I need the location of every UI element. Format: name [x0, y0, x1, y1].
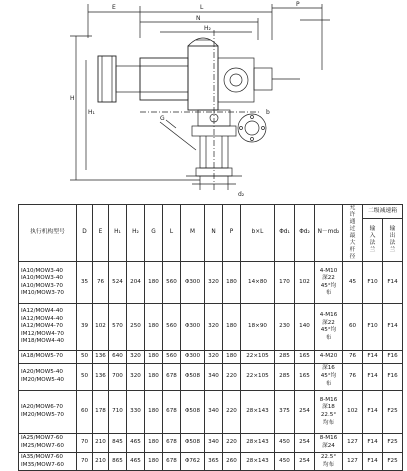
cell-output-flange: F25 [383, 434, 403, 453]
cell-M: Φ508 [181, 434, 205, 453]
cell-N: 340 [205, 363, 223, 390]
cell-bxL: 18×90 [241, 303, 275, 351]
cell-L: 678 [163, 363, 181, 390]
cell-G: 180 [145, 262, 163, 303]
label-H1: H₁ [88, 109, 95, 116]
cell-bxL: 28×143 [241, 452, 275, 471]
cell-max-dia: 76 [343, 351, 363, 363]
header-N: N [205, 205, 223, 262]
cell-output-flange: F16 [383, 351, 403, 363]
cell-Nmd: 4-M20 [315, 351, 343, 363]
cell-E: 102 [93, 303, 109, 351]
label-E: E [112, 4, 116, 11]
cell-E: 178 [93, 390, 109, 433]
label-P: P [296, 1, 300, 8]
header-output-flange [383, 219, 403, 262]
cell-phi-d1: 375 [275, 390, 295, 433]
cell-N: 365 [205, 452, 223, 471]
cell-L: 678 [163, 390, 181, 433]
header-H1: H₁ [109, 205, 127, 262]
cell-Nmd: 22.5° 均布 [315, 452, 343, 471]
header-output-flange-text: 输出法兰 [389, 226, 396, 253]
cell-D: 35 [77, 262, 93, 303]
header-max-dia [343, 205, 363, 262]
cell-models: IA10/MOW3-40 IA10/MOW3-40 IA10/MOW3-70 IM10/MOW3-70 [19, 262, 77, 303]
cell-output-flange: F14 [383, 262, 403, 303]
header-D: D [77, 205, 93, 262]
cell-M: Φ300 [181, 262, 205, 303]
cell-P: 220 [223, 390, 241, 433]
cell-H1: 700 [109, 363, 127, 390]
cell-H1: 640 [109, 351, 127, 363]
cell-P: 180 [223, 351, 241, 363]
cell-output-flange: F16 [383, 363, 403, 390]
spec-table [18, 204, 403, 471]
cell-L: 678 [163, 434, 181, 453]
cell-input-flange: F14 [363, 390, 383, 433]
cell-H1: 710 [109, 390, 127, 433]
cell-models: IA18/MOW5-70 [19, 351, 77, 363]
cell-P: 180 [223, 262, 241, 303]
cell-E: 210 [93, 452, 109, 471]
cell-phi-d2: 102 [295, 262, 315, 303]
cell-E: 136 [93, 351, 109, 363]
actuator-drawing [0, 0, 407, 200]
cell-N: 320 [205, 303, 223, 351]
cell-E: 76 [93, 262, 109, 303]
cell-M: Φ508 [181, 363, 205, 390]
cell-bxL: 22×105 [241, 363, 275, 390]
label-b: b [266, 109, 270, 116]
cell-phi-d1: 230 [275, 303, 295, 351]
cell-phi-d2: 254 [295, 390, 315, 433]
header-phi-d1: Φd₁ [275, 205, 295, 262]
label-H: H [70, 95, 75, 102]
cell-phi-d1: 450 [275, 452, 295, 471]
cell-G: 180 [145, 363, 163, 390]
header-input-flange-text: 输入法兰 [369, 226, 376, 253]
label-L: L [200, 4, 204, 11]
cell-input-flange: F14 [363, 452, 383, 471]
cell-L: 560 [163, 303, 181, 351]
header-M: M [181, 205, 205, 262]
label-N: N [196, 15, 201, 22]
cell-N: 320 [205, 351, 223, 363]
cell-G: 180 [145, 351, 163, 363]
cell-N: 340 [205, 390, 223, 433]
table-row [19, 434, 403, 453]
label-H2: H₂ [204, 25, 211, 32]
cell-Nmd: 4-M10 深22 45°均 布 [315, 262, 343, 303]
header-Nmd: N－md₂ [315, 205, 343, 262]
cell-models: IA35/MOW7-60 IM35/MOW7-60 [19, 452, 77, 471]
cell-G: 180 [145, 390, 163, 433]
cell-phi-d2: 254 [295, 434, 315, 453]
cell-P: 220 [223, 434, 241, 453]
cell-H1: 845 [109, 434, 127, 453]
cell-max-dia: 127 [343, 434, 363, 453]
cell-bxL: 14×80 [241, 262, 275, 303]
cell-H2: 465 [127, 434, 145, 453]
header-reducer: 二级减速箱 [363, 205, 403, 219]
cell-E: 136 [93, 363, 109, 390]
cell-input-flange: F10 [363, 262, 383, 303]
cell-G: 180 [145, 303, 163, 351]
cell-models: IA12/MOW4-40 IA12/MOW4-40 IA12/MOW4-70 IM12/MOW4-70 IM18/MOW4-40 [19, 303, 77, 351]
cell-models: IA20/MOW5-40 IM20/MOW5-40 [19, 363, 77, 390]
cell-L: 560 [163, 351, 181, 363]
table-row [19, 390, 403, 433]
cell-input-flange: F14 [363, 351, 383, 363]
cell-Nmd: 8-M16 深24 [315, 434, 343, 453]
cell-phi-d2: 140 [295, 303, 315, 351]
label-d2: d₂ [238, 191, 245, 198]
header-max-dia-text: 允许通过最大杆径 [349, 205, 356, 260]
cell-input-flange: F14 [363, 363, 383, 390]
cell-phi-d2: 254 [295, 452, 315, 471]
cell-M: Φ300 [181, 351, 205, 363]
cell-phi-d2: 165 [295, 363, 315, 390]
cell-bxL: 22×105 [241, 351, 275, 363]
cell-output-flange: F14 [383, 303, 403, 351]
cell-phi-d1: 170 [275, 262, 295, 303]
cell-H2: 330 [127, 390, 145, 433]
cell-bxL: 28×143 [241, 434, 275, 453]
cell-P: 260 [223, 452, 241, 471]
cell-max-dia: 60 [343, 303, 363, 351]
header-phi-d2: Φd₂ [295, 205, 315, 262]
cell-M: Φ762 [181, 452, 205, 471]
cell-output-flange: F25 [383, 390, 403, 433]
cell-H2: 320 [127, 363, 145, 390]
cell-G: 180 [145, 452, 163, 471]
cell-max-dia: 76 [343, 363, 363, 390]
cell-D: 60 [77, 390, 93, 433]
cell-max-dia: 45 [343, 262, 363, 303]
cell-H2: 250 [127, 303, 145, 351]
cell-phi-d1: 450 [275, 434, 295, 453]
cell-L: 678 [163, 452, 181, 471]
cell-D: 39 [77, 303, 93, 351]
cell-H1: 524 [109, 262, 127, 303]
cell-Nmd: 8-M16 深18 22.5° 均布 [315, 390, 343, 433]
cell-H2: 204 [127, 262, 145, 303]
table-header-row-top [19, 205, 403, 219]
cell-phi-d1: 285 [275, 363, 295, 390]
header-model: 执行机构型号 [19, 205, 77, 262]
header-input-flange [363, 219, 383, 262]
table-row [19, 351, 403, 363]
cell-phi-d2: 165 [295, 351, 315, 363]
cell-phi-d1: 285 [275, 351, 295, 363]
cell-M: Φ508 [181, 390, 205, 433]
header-bxL: b×L [241, 205, 275, 262]
cell-L: 560 [163, 262, 181, 303]
header-L: L [163, 205, 181, 262]
cell-D: 70 [77, 434, 93, 453]
cell-D: 70 [77, 452, 93, 471]
cell-D: 50 [77, 351, 93, 363]
table-row [19, 303, 403, 351]
cell-max-dia: 127 [343, 452, 363, 471]
cell-H2: 465 [127, 452, 145, 471]
cell-models: IA20/MOW6-70 IM20/MOW5-70 [19, 390, 77, 433]
cell-Nmd: 4-M16 深22 45°均 布 [315, 303, 343, 351]
cell-P: 180 [223, 303, 241, 351]
header-P: P [223, 205, 241, 262]
table-row [19, 452, 403, 471]
cell-N: 340 [205, 434, 223, 453]
header-E: E [93, 205, 109, 262]
cell-P: 220 [223, 363, 241, 390]
table-row [19, 262, 403, 303]
cell-E: 210 [93, 434, 109, 453]
header-H2: H₂ [127, 205, 145, 262]
label-G: G [160, 115, 165, 122]
table-row [19, 363, 403, 390]
cell-input-flange: F10 [363, 303, 383, 351]
cell-models: IA25/MOW7-60 IM25/MOW7-60 [19, 434, 77, 453]
cell-H1: 570 [109, 303, 127, 351]
cell-H2: 320 [127, 351, 145, 363]
cell-G: 180 [145, 434, 163, 453]
header-G: G [145, 205, 163, 262]
cell-input-flange: F14 [363, 434, 383, 453]
cell-bxL: 28×143 [241, 390, 275, 433]
cell-D: 50 [77, 363, 93, 390]
cell-output-flange: F25 [383, 452, 403, 471]
cell-max-dia: 102 [343, 390, 363, 433]
cell-Nmd: 深16 45°均 布 [315, 363, 343, 390]
cell-H1: 865 [109, 452, 127, 471]
cell-N: 320 [205, 262, 223, 303]
cell-M: Φ300 [181, 303, 205, 351]
